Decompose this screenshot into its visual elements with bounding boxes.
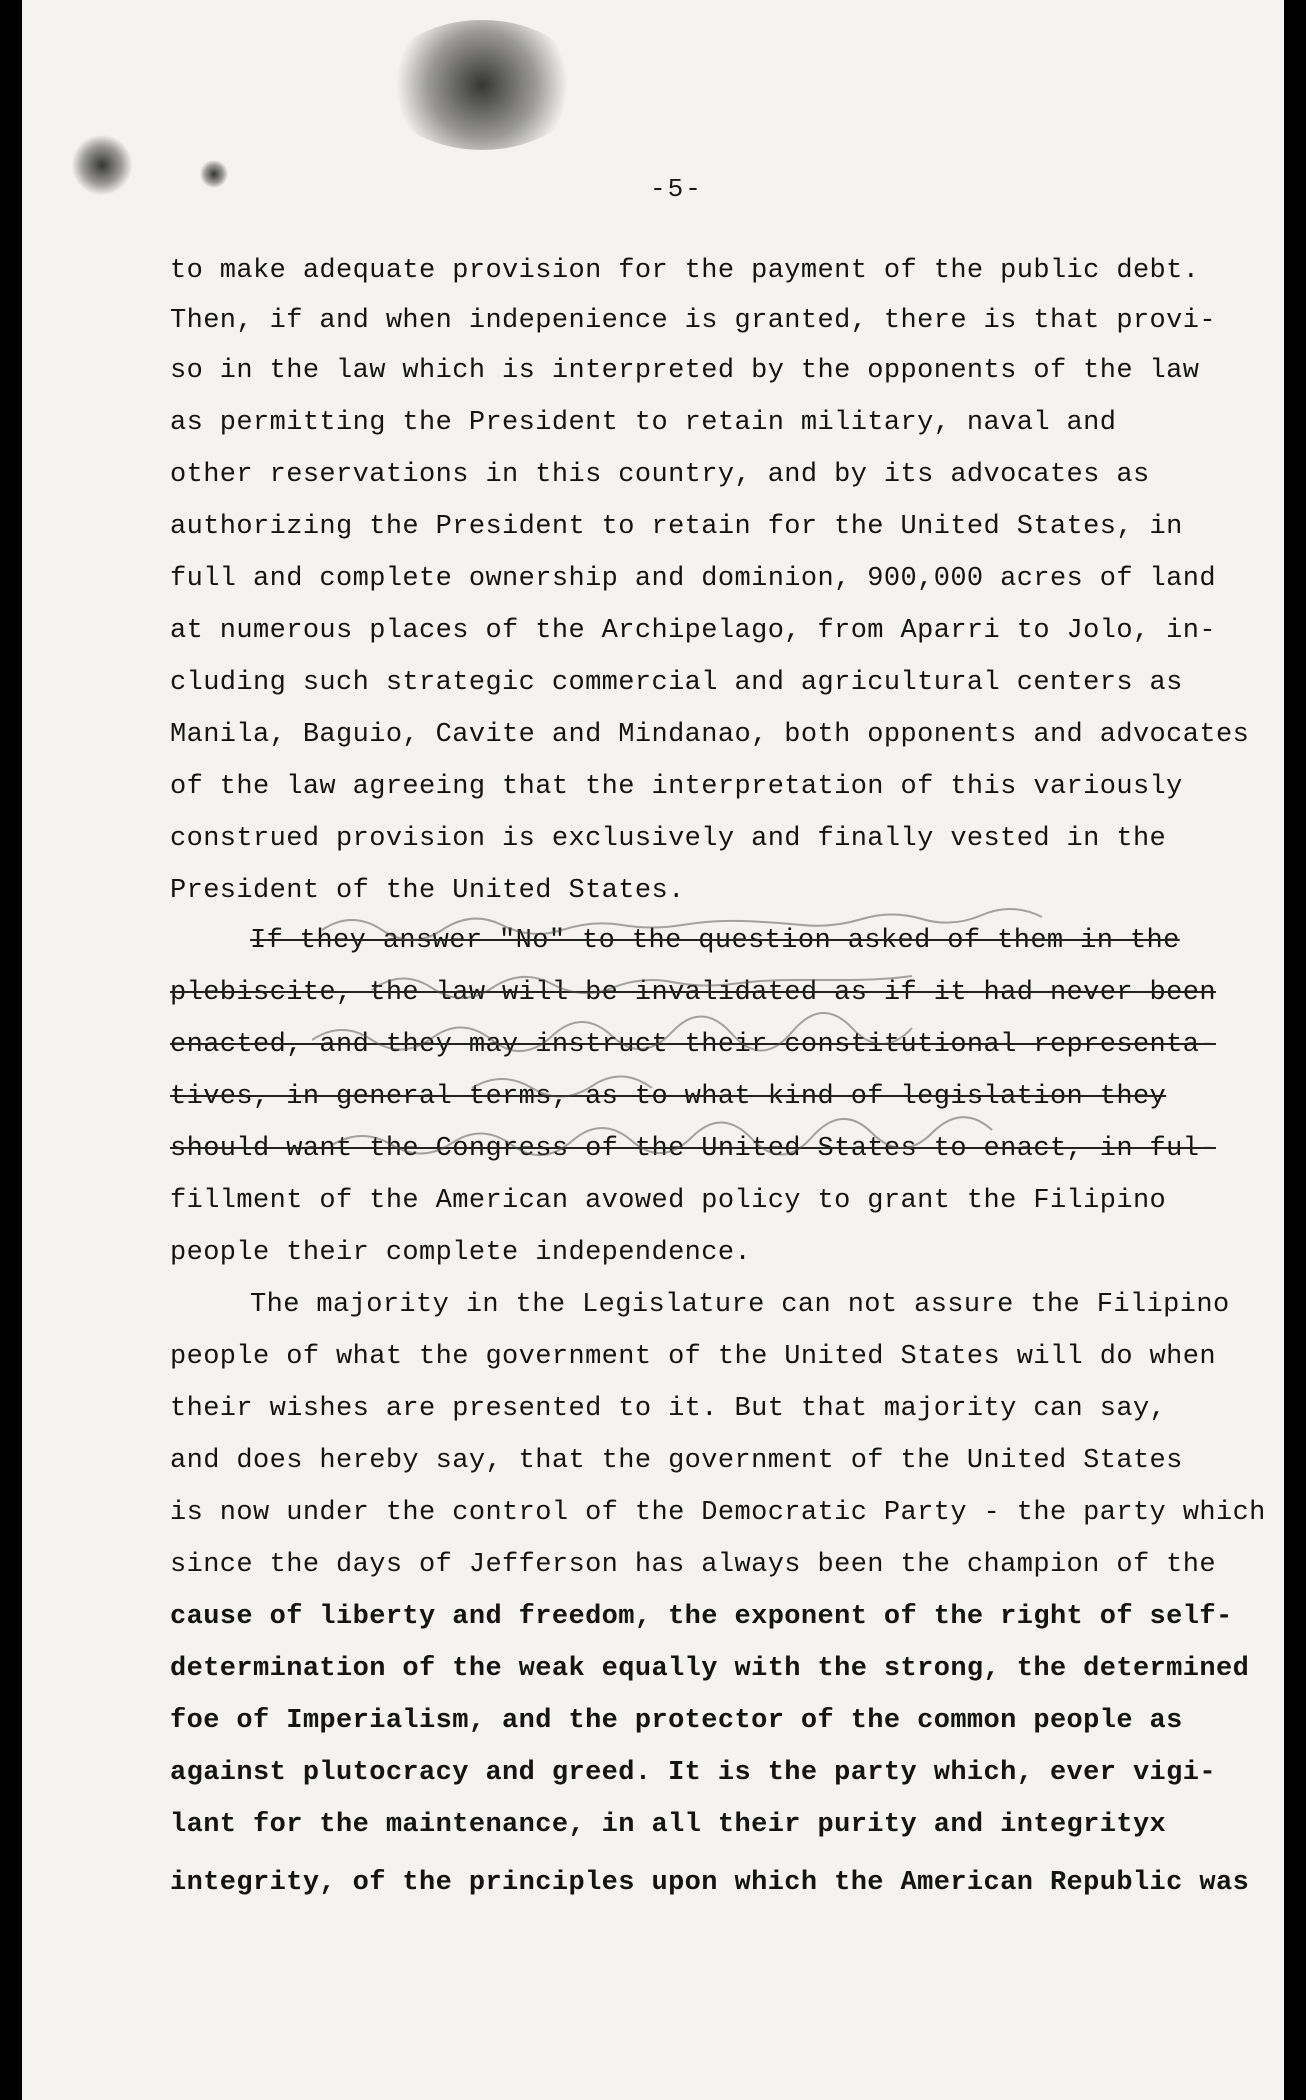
text-line: cause of liberty and freedom, the exponent of the right of self- bbox=[170, 1602, 1233, 1632]
text-line: foe of Imperialism, and the protector of the common people as bbox=[170, 1706, 1183, 1736]
ink-smudge bbox=[200, 160, 228, 188]
text-line: and does hereby say, that the government of the United States bbox=[170, 1446, 1183, 1476]
text-line: authorizing the President to retain for the United States, in bbox=[170, 512, 1183, 542]
struck-text-line: plebiscite, the law will be invalidated as if it had never been bbox=[170, 978, 1216, 1008]
text-line: lant for the maintenance, in all their purity and integrityx bbox=[170, 1810, 1167, 1840]
text-line: people of what the government of the United States will do when bbox=[170, 1342, 1216, 1372]
text-line: as permitting the President to retain military, naval and bbox=[170, 408, 1117, 438]
text-line: integrity, of the principles upon which the American Republic was bbox=[170, 1868, 1250, 1898]
ink-smudge bbox=[382, 20, 582, 150]
text-line: at numerous places of the Archipelago, from Aparri to Jolo, in- bbox=[170, 616, 1216, 646]
struck-text-line: tives, in general terms, as to what kind of legislation they bbox=[170, 1082, 1167, 1112]
handwritten-annotation bbox=[312, 880, 1232, 1180]
text-line: against plutocracy and greed. It is the party which, ever vigi- bbox=[170, 1758, 1216, 1788]
text-line: President of the United States. bbox=[170, 876, 685, 906]
document-page bbox=[22, 0, 1284, 2100]
text-line: to make adequate provision for the payment of the public debt. bbox=[170, 256, 1200, 286]
struck-text-line: enacted, and they may instruct their constitutional representa- bbox=[170, 1030, 1216, 1060]
text-line: The majority in the Legislature can not assure the Filipino bbox=[250, 1290, 1230, 1320]
text-line: fillment of the American avowed policy to grant the Filipino bbox=[170, 1186, 1167, 1216]
ink-smudge bbox=[72, 135, 132, 195]
text-line: construed provision is exclusively and finally vested in the bbox=[170, 824, 1167, 854]
struck-text-line: should want the Congress of the United States to enact, in ful- bbox=[170, 1134, 1216, 1164]
text-line: determination of the weak equally with the strong, the determined bbox=[170, 1654, 1250, 1684]
text-line: full and complete ownership and dominion, 900,000 acres of land bbox=[170, 564, 1216, 594]
text-line: Manila, Baguio, Cavite and Mindanao, both opponents and advocates bbox=[170, 720, 1250, 750]
text-line: is now under the control of the Democratic Party - the party which bbox=[170, 1498, 1266, 1528]
text-line: people their complete independence. bbox=[170, 1238, 752, 1268]
page-number: -5- bbox=[650, 174, 703, 204]
text-line: since the days of Jefferson has always been the champion of the bbox=[170, 1550, 1216, 1580]
text-line: Then, if and when indepenience is granted, there is that provi- bbox=[170, 306, 1216, 336]
text-line: their wishes are presented to it. But that majority can say, bbox=[170, 1394, 1167, 1424]
text-line: cluding such strategic commercial and agricultural centers as bbox=[170, 668, 1183, 698]
struck-text-line: If they answer "No" to the question asked of them in the bbox=[250, 926, 1180, 956]
text-line: so in the law which is interpreted by the opponents of the law bbox=[170, 356, 1200, 386]
text-line: of the law agreeing that the interpretation of this variously bbox=[170, 772, 1183, 802]
text-line: other reservations in this country, and by its advocates as bbox=[170, 460, 1150, 490]
